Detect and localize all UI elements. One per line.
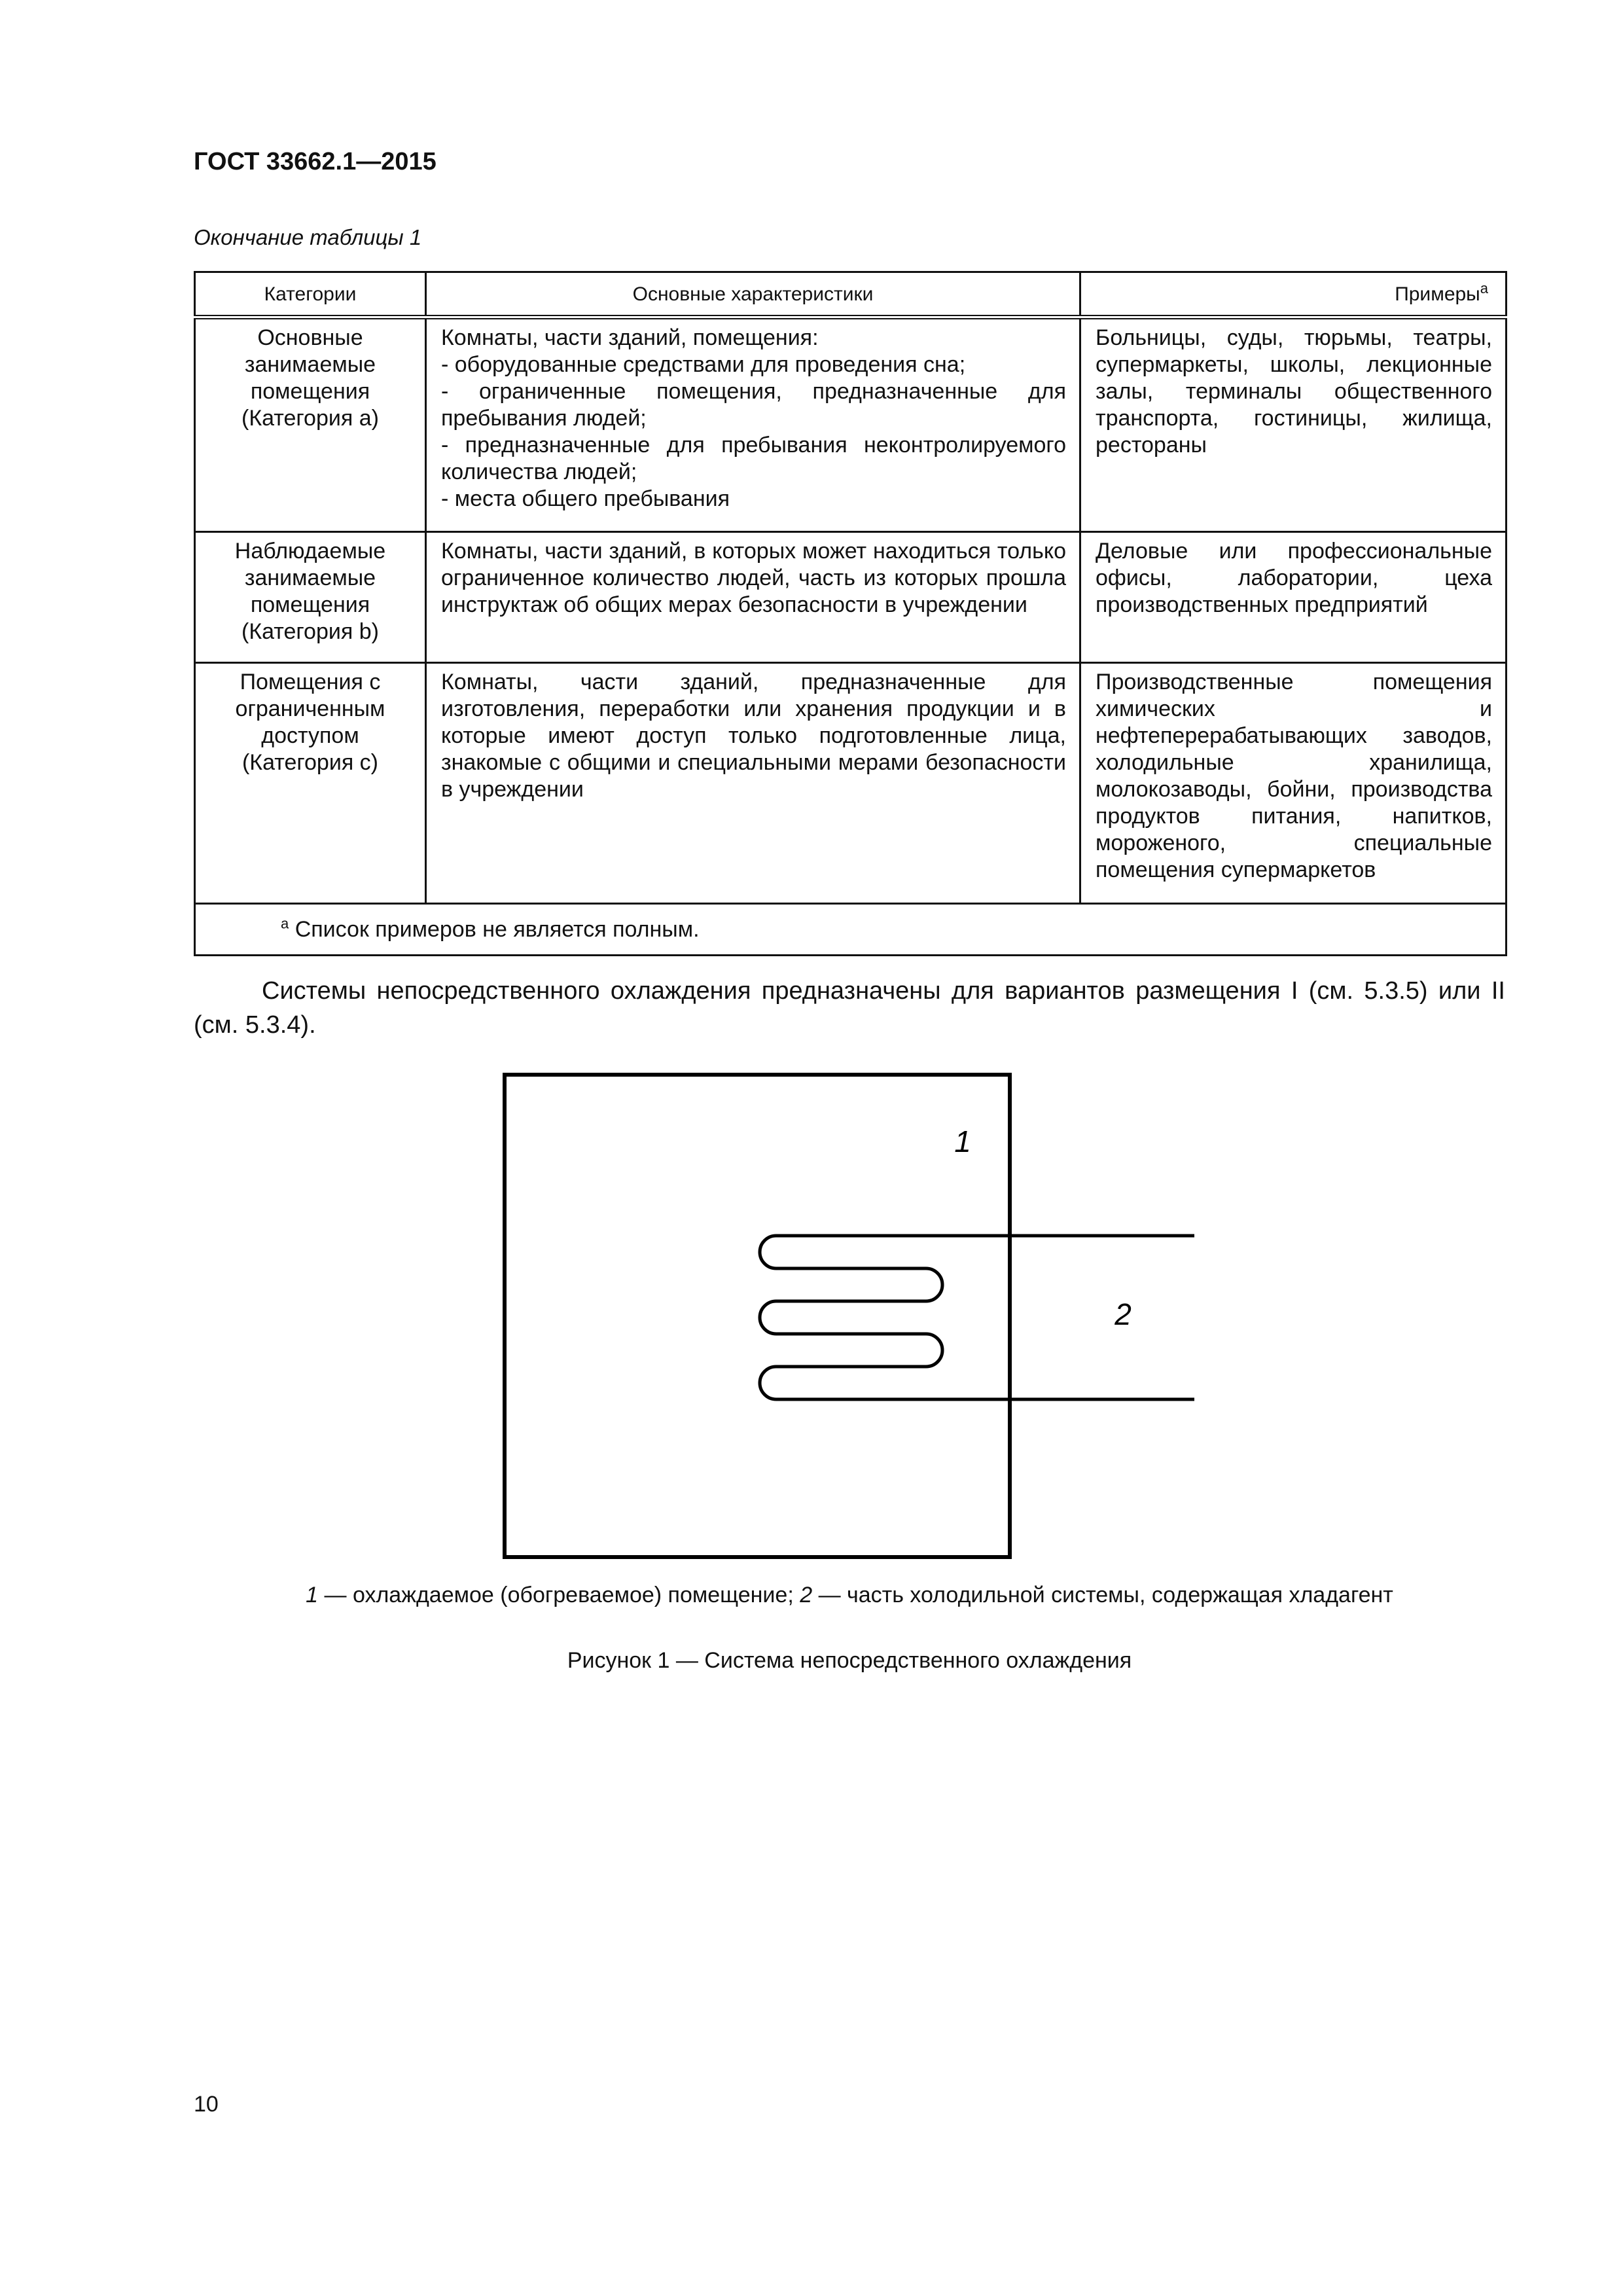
examples-cell: Деловые или профессиональные офисы, лаборатории, цеха производственных предприятий [1080, 532, 1507, 663]
figure-label-2: 2 [1115, 1297, 1132, 1331]
table-caption: Окончание таблицы 1 [194, 225, 422, 249]
examples-cell: Больницы, суды, тюрьмы, театры, супермаркеты, школы, лекционные залы, терминалы общественного транспорта, гостиницы, жилища, рестораны [1080, 317, 1507, 532]
column-header-characteristics: Основные характеристики [426, 272, 1080, 317]
cooled-room-outline [505, 1075, 1010, 1557]
body-paragraph: Системы непосредственного охлаждения предназначены для вариантов размещения I (см. 5.3.5) или II (см. 5.3.4). [194, 977, 1505, 1039]
footnote-mark: a [1480, 279, 1488, 296]
table-footnote: $^a$ Список примеров не является полным. [195, 904, 1507, 956]
category-cell: Основные занимаемые помещения (Категория a) [195, 317, 426, 532]
column-header-categories: Категории [195, 272, 426, 317]
category-cell: Помещения с ограниченным доступом (Категория c) [195, 663, 426, 904]
figure-legend: 1 — охлаждаемое (обогреваемое) помещение; 2 — часть холодильной системы, содержащая хладагент [306, 1583, 1393, 1607]
figure-label-1: 1 [954, 1124, 971, 1158]
examples-cell: Производственные помещения химических и нефтеперерабатывающих заводов, холодильные хранилища, молокозаводы, бойни, производства продуктов питания, напитков, мороженого, специальные помещения супермаркетов [1080, 663, 1507, 904]
document-code: ГОСТ 33662.1—2015 [194, 148, 437, 175]
figure-title: Рисунок 1 — Система непосредственного охлаждения [567, 1648, 1132, 1673]
column-header-examples: Примеры$^a$ [1080, 272, 1507, 317]
characteristics-cell: Комнаты, части зданий, предназначенные для изготовления, переработки или хранения продукции и в которые имеют доступ только подготовленные лица, знакомые с общими и специальными мерами безопасности в учреждении [426, 663, 1080, 904]
footnote-mark: a [281, 915, 289, 932]
page-number: 10 [194, 2092, 219, 2117]
characteristics-cell: Комнаты, части зданий, в которых может находиться только ограниченное количество людей, часть из которых прошла инструктаж об общих мерах безопасности в учреждении [426, 532, 1080, 663]
characteristics-cell: Комнаты, части зданий, помещения: - оборудованные средствами для проведения сна; - ограниченные помещения, предназначенные для пребывания людей; - предназначенные для пребывания неконтролируемого количества людей; - места общего пребывания [426, 317, 1080, 532]
category-cell: Наблюдаемые занимаемые помещения (Категория b) [195, 532, 426, 663]
